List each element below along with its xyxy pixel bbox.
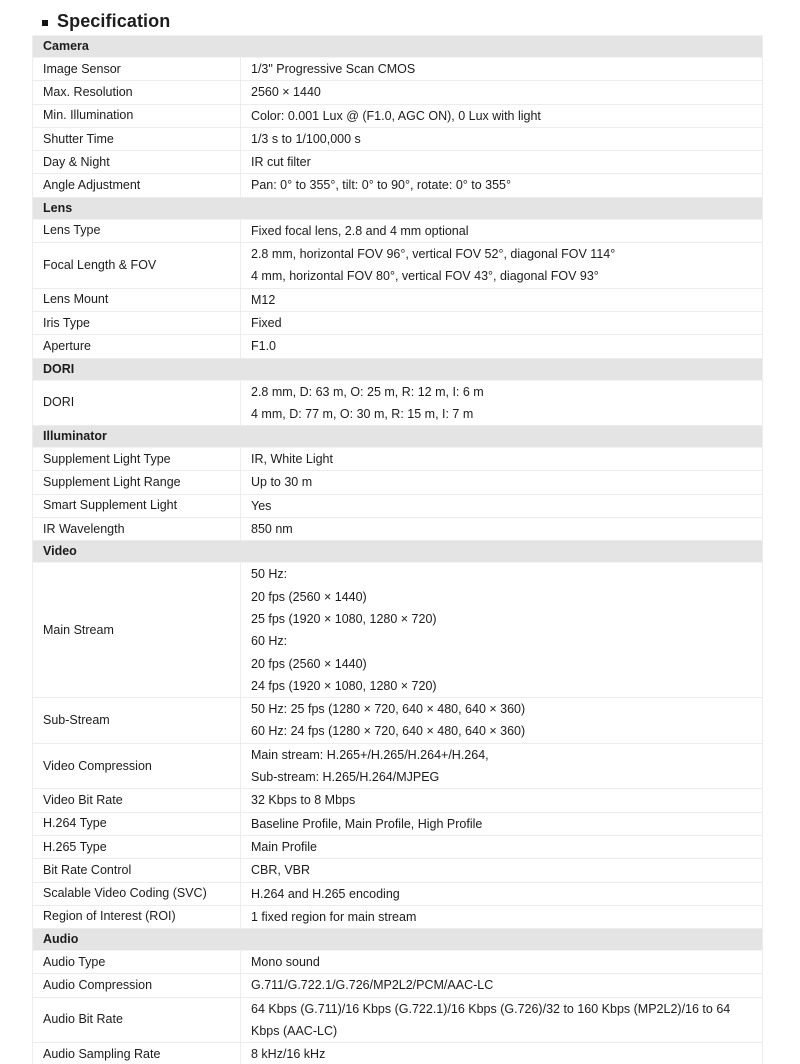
spec-row	[33, 174, 762, 197]
spec-value	[241, 563, 762, 697]
spec-value-line: G.711/G.722.1/G.726/MP2L2/PCM/AAC-LC	[251, 978, 494, 993]
spec-row	[33, 563, 762, 698]
spec-row	[33, 448, 762, 471]
spec-value-line: Main Profile	[251, 839, 317, 854]
spec-row	[33, 836, 762, 859]
spec-label: Image Sensor	[33, 58, 241, 80]
spec-value-line: Fixed focal lens, 2.8 and 4 mm optional	[251, 223, 469, 238]
spec-value-line: 2.8 mm, horizontal FOV 96°, vertical FOV 52°, diagonal FOV 114°	[251, 247, 616, 262]
spec-label: Lens Mount	[33, 289, 241, 311]
spec-value	[241, 471, 762, 493]
spec-label: Smart Supplement Light	[33, 495, 241, 517]
spec-row	[33, 58, 762, 81]
section-header: Lens	[33, 198, 762, 220]
spec-value-line: M12	[251, 292, 276, 307]
spec-label: Shutter Time	[33, 128, 241, 150]
page-title-text: Specification	[57, 11, 171, 31]
spec-value-line: IR cut filter	[251, 155, 311, 170]
spec-value-line: Up to 30 m	[251, 475, 313, 490]
spec-value-line: Pan: 0° to 355°, tilt: 0° to 90°, rotate: 0° to 355°	[251, 178, 512, 193]
spec-row	[33, 883, 762, 906]
spec-value	[241, 998, 762, 1043]
spec-value	[241, 335, 762, 357]
square-bullet-icon	[42, 20, 48, 26]
spec-row	[33, 1043, 762, 1064]
spec-value	[241, 495, 762, 517]
spec-row	[33, 243, 762, 289]
spec-value-line: Yes	[251, 498, 272, 513]
spec-value	[241, 243, 762, 288]
spec-row	[33, 471, 762, 494]
spec-value-line: Mono sound	[251, 955, 320, 970]
spec-value	[241, 813, 762, 835]
spec-value-line: CBR, VBR	[251, 863, 311, 878]
spec-value-line: 50 Hz: 25 fps (1280 × 720, 640 × 480, 640 × 360)	[251, 702, 526, 717]
spec-value	[241, 220, 762, 242]
spec-label: Video Compression	[33, 744, 241, 789]
spec-value	[241, 381, 762, 426]
spec-label: Day & Night	[33, 151, 241, 173]
spec-value	[241, 448, 762, 470]
spec-label: Region of Interest (ROI)	[33, 906, 241, 928]
spec-label: Audio Bit Rate	[33, 998, 241, 1043]
section-header: Audio	[33, 929, 762, 951]
section-header: Illuminator	[33, 426, 762, 448]
spec-value	[241, 859, 762, 881]
spec-row	[33, 744, 762, 790]
spec-label: Audio Compression	[33, 974, 241, 996]
spec-label: Aperture	[33, 335, 241, 357]
spec-value	[241, 1043, 762, 1064]
spec-value-line: 25 fps (1920 × 1080, 1280 × 720)	[251, 611, 437, 626]
spec-value	[241, 105, 762, 127]
spec-label: Supplement Light Range	[33, 471, 241, 493]
spec-value-line: 4 mm, D: 77 m, O: 30 m, R: 15 m, I: 7 m	[251, 406, 474, 421]
spec-label: Angle Adjustment	[33, 174, 241, 196]
spec-label: H.264 Type	[33, 813, 241, 835]
spec-value	[241, 974, 762, 996]
spec-value-line: H.264 and H.265 encoding	[251, 886, 400, 901]
spec-row	[33, 381, 762, 427]
spec-label: Focal Length & FOV	[33, 243, 241, 288]
spec-row	[33, 105, 762, 128]
spec-label: Main Stream	[33, 563, 241, 697]
spec-value	[241, 312, 762, 334]
section-header: Camera	[33, 36, 762, 58]
spec-value	[241, 289, 762, 311]
spec-row	[33, 495, 762, 518]
spec-value-line: 850 nm	[251, 522, 293, 537]
spec-table	[32, 35, 763, 1064]
spec-label: Scalable Video Coding (SVC)	[33, 883, 241, 905]
spec-value-line: 1/3" Progressive Scan CMOS	[251, 62, 416, 76]
spec-value	[241, 151, 762, 173]
spec-value-line: 20 fps (2560 × 1440)	[251, 656, 367, 671]
spec-label: DORI	[33, 381, 241, 426]
section-header: DORI	[33, 359, 762, 381]
spec-value-line: 24 fps (1920 × 1080, 1280 × 720)	[251, 678, 437, 693]
spec-value-line: 1/3 s to 1/100,000 s	[251, 131, 361, 146]
spec-row	[33, 151, 762, 174]
spec-value-line: 8 kHz/16 kHz	[251, 1047, 326, 1062]
spec-row	[33, 813, 762, 836]
spec-row	[33, 220, 762, 243]
spec-value	[241, 789, 762, 811]
spec-value-line: 60 Hz:	[251, 634, 288, 649]
page-title	[42, 11, 800, 32]
spec-value-line: 2.8 mm, D: 63 m, O: 25 m, R: 12 m, I: 6 m	[251, 384, 484, 399]
spec-value-line: 32 Kbps to 8 Mbps	[251, 793, 356, 808]
spec-value-line: 20 fps (2560 × 1440)	[251, 589, 367, 604]
spec-value-line: Color: 0.001 Lux @ (F1.0, AGC ON), 0 Lux with light	[251, 108, 541, 123]
spec-value	[241, 174, 762, 196]
spec-value-line: Fixed	[251, 315, 282, 330]
spec-value-line: 2560 × 1440	[251, 85, 321, 100]
spec-row	[33, 974, 762, 997]
spec-value-line: 4 mm, horizontal FOV 80°, vertical FOV 43°, diagonal FOV 93°	[251, 269, 599, 284]
spec-value-line: IR, White Light	[251, 452, 333, 467]
spec-label: Min. Illumination	[33, 105, 241, 127]
spec-label: H.265 Type	[33, 836, 241, 858]
spec-value	[241, 883, 762, 905]
spec-value-line: F1.0	[251, 339, 277, 354]
section-header: Video	[33, 541, 762, 563]
spec-label: Max. Resolution	[33, 81, 241, 103]
spec-value-line: 60 Hz: 24 fps (1280 × 720, 640 × 480, 640 × 360)	[251, 724, 526, 739]
spec-value	[241, 951, 762, 973]
spec-value	[241, 698, 762, 743]
spec-row	[33, 128, 762, 151]
spec-label: Video Bit Rate	[33, 789, 241, 811]
spec-label: Audio Sampling Rate	[33, 1043, 241, 1064]
spec-label: Iris Type	[33, 312, 241, 334]
spec-value	[241, 744, 762, 789]
spec-row	[33, 951, 762, 974]
spec-row	[33, 906, 762, 929]
spec-row	[33, 312, 762, 335]
spec-row	[33, 518, 762, 541]
spec-label: IR Wavelength	[33, 518, 241, 540]
spec-label: Bit Rate Control	[33, 859, 241, 881]
spec-row	[33, 289, 762, 312]
spec-label: Lens Type	[33, 220, 241, 242]
spec-row	[33, 698, 762, 744]
spec-label: Sub-Stream	[33, 698, 241, 743]
spec-value	[241, 58, 762, 80]
spec-value	[241, 836, 762, 858]
spec-value-line: 64 Kbps (G.711)/16 Kbps (G.722.1)/16 Kbps (G.726)/32 to 160 Kbps (MP2L2)/16 to 64 Kbps (AAC-LC)	[251, 1001, 731, 1038]
spec-label: Supplement Light Type	[33, 448, 241, 470]
spec-value-line: Baseline Profile, Main Profile, High Profile	[251, 816, 483, 831]
spec-row	[33, 859, 762, 882]
spec-value-line: 50 Hz:	[251, 567, 288, 582]
spec-value	[241, 81, 762, 103]
spec-label: Audio Type	[33, 951, 241, 973]
spec-value-line: 1 fixed region for main stream	[251, 909, 417, 924]
spec-value	[241, 518, 762, 540]
spec-row	[33, 335, 762, 358]
spec-row	[33, 998, 762, 1044]
spec-row	[33, 789, 762, 812]
spec-row	[33, 81, 762, 104]
spec-value-line: Sub-stream: H.265/H.264/MJPEG	[251, 770, 440, 785]
spec-value	[241, 128, 762, 150]
spec-value	[241, 906, 762, 928]
spec-value-line: Main stream: H.265+/H.265/H.264+/H.264,	[251, 747, 489, 762]
